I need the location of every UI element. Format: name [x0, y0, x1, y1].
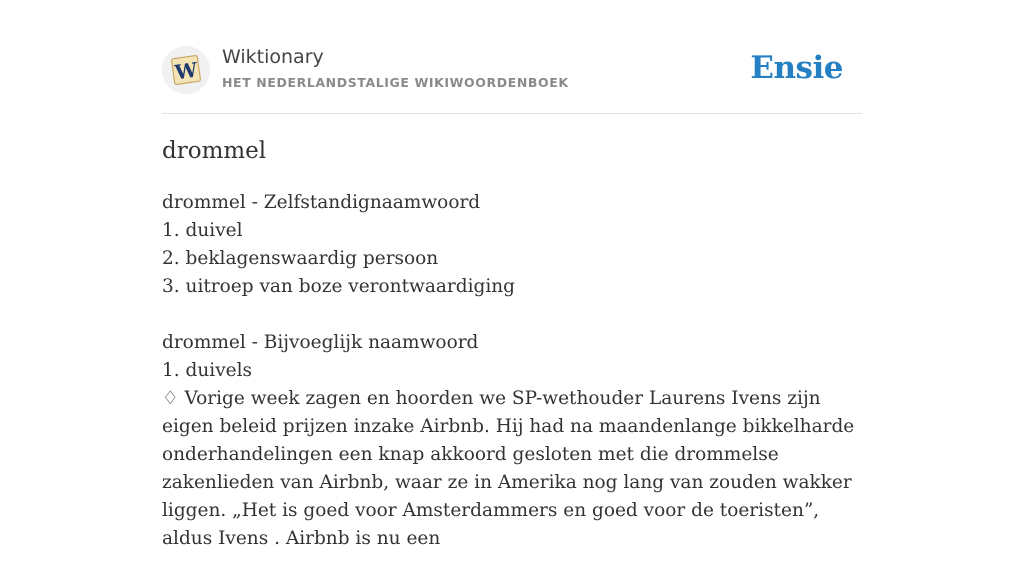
example-sentence: ♢ Vorige week zagen en hoorden we SP-wethouder Laurens Ivens zijn eigen beleid prijzen inzake Airbnb. Hij had na maandenlange bikkelharde onderhandelingen een knap akkoord gesloten met die drommelse zakenlieden van Airbnb, waar ze in Amerika nog lang van zouden wakker liggen. „Het is goed voor Amsterdammers en goed voor de toeristen”, aldus Ivens . Airbnb is nu een: [162, 388, 855, 549]
section-heading: drommel - Bijvoeglijk naamwoord: [162, 332, 479, 353]
meaning-item: 3. uitroep van boze verontwaardiging: [162, 276, 516, 297]
entry-content: [162, 189, 862, 581]
page-title: drommel: [162, 138, 267, 164]
ensie-link[interactable]: Ensie: [750, 50, 843, 86]
meaning-item: 1. duivel: [162, 220, 243, 241]
noun-section: [162, 189, 862, 301]
page: [162, 0, 862, 549]
meaning-item: 2. beklagenswaardig persoon: [162, 248, 439, 269]
logo-letter: W: [173, 57, 199, 85]
site-header: [162, 0, 862, 114]
site-subtitle: HET NEDERLANDSTALIGE WIKIWOORDENBOEK: [222, 75, 569, 90]
wiktionary-logo[interactable]: [162, 46, 210, 94]
wiktionary-tile-icon: [169, 53, 203, 87]
meaning-item: 1. duivels: [162, 360, 253, 381]
section-heading: drommel - Zelfstandignaamwoord: [162, 192, 481, 213]
site-name[interactable]: Wiktionary: [222, 46, 324, 68]
adjective-section: [162, 329, 862, 553]
